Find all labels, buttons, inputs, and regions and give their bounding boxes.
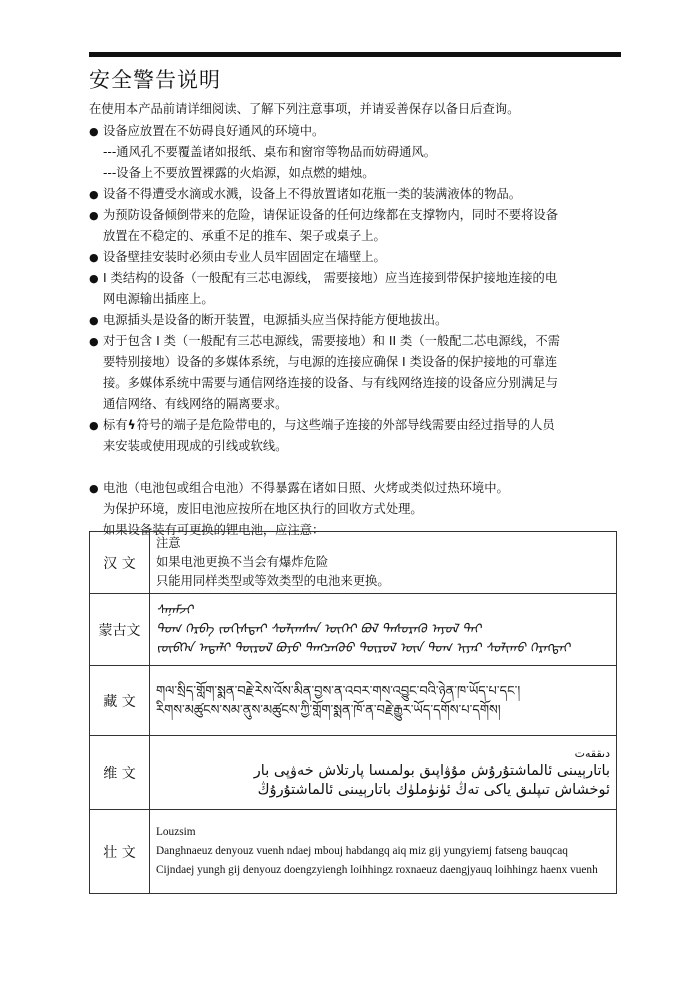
list-item-text: 电源插头是设备的断开装置，电源插头应当保持能方便地拔出。 <box>103 313 448 327</box>
sub-item: 如果设备装有可更换的锂电池，应注意： <box>103 523 325 537</box>
top-rule <box>89 52 621 57</box>
list-item-text: 为预防设备倾倒带来的危险，请保证设备的任何边缘都在支撑物内，同时不要将设备 <box>103 208 558 222</box>
page-title: 安全警告说明 <box>89 68 221 92</box>
list-item <box>89 121 624 142</box>
cell-line: ئوخشاش تىپلىق ياكى تەڭ ئۈنۈملۈك باتارېيىنى ئالماشتۇرۇڭ <box>257 781 610 798</box>
warning-cell <box>150 736 617 810</box>
list-item-text: 对于包含 I 类（一般配有三芯电源线，需要接地）和 II 类（一般配二芯电源线，不需 <box>103 334 560 348</box>
cell-line: 注意 <box>156 536 181 550</box>
cell-line: باتارېيىنى ئالماشتۇرۇش مۇۋاپىق بولمىسا پارتلاش خەۋپى بار <box>253 762 610 779</box>
sub-item: 为保护环境，废旧电池应按所在地区执行的回收方式处理。 <box>103 502 423 516</box>
list-item-text: 标有 <box>103 418 128 432</box>
language-label: 蒙古文 <box>90 594 150 666</box>
language-label: 壮 文 <box>90 810 150 894</box>
list-item <box>89 205 624 226</box>
list-item-text: 设备壁挂安装时必须由专业人员牢固固定在墙壁上。 <box>103 250 386 264</box>
cell-line: دىققەت <box>574 746 610 760</box>
cell-line: རིགས་མཚུངས་སམ་ནུས་མཚུངས་ཀྱི་གློག་སྨན་ཁོ་ན་བརྗེ་རྒྱུར་ཡོད་དགོས་པ་དགོས། <box>156 702 501 718</box>
cell-line: ᠵᠥᠪᠬᠡᠨ ᠠᠳᠠᠯᠢ ᠲᠥᠷᠥᠯ ᠪᠤᠶᠤ ᠲᠡᠩᠴᠡᠭᠦᠦ ᠲᠥᠷᠥᠯ ᠦᠨ ᠲᠣᠭ ᠢᠶᠠᠷ ᠰᠣᠯᠢᠬᠤ ᠬᠡᠷᠡᠭᠲᠡᠢ <box>156 641 570 656</box>
sub-item: 放置在不稳定的、承重不足的推车、架子或桌子上。 <box>103 229 386 243</box>
language-label: 维 文 <box>90 736 150 810</box>
cell-line: Danghnaeuz denyouz vuenh ndaej mbouj habdangq aiq miz gij yungyiemj fatseng bauqcaq <box>156 845 568 857</box>
sub-item: 网电源输出插座上。 <box>103 292 214 306</box>
cell-line: ᠰᠠᠨᠠᠮᠵᠢ <box>156 603 194 618</box>
sub-item: ---通风孔不要覆盖诸如报纸、桌布和窗帘等物品而妨碍通风。 <box>103 145 437 159</box>
list-item <box>89 331 624 352</box>
warning-list <box>89 121 624 541</box>
sub-item: 要特别接地）设备的多媒体系统，与电源的连接应确保 I 类设备的保护接地的可靠连 <box>103 355 558 369</box>
warning-cell <box>150 532 617 594</box>
table-row <box>90 594 617 666</box>
list-item <box>89 310 624 331</box>
cell-line: ᠲᠣᠭ ᠬᠡᠷᠪᠡ ᠵᠣᠬᠢᠰᠲᠠᠢ ᠰᠣᠯᠢᠭᠰᠠᠨ ᠦᠭᠡᠢ ᠪᠣᠯ ᠲᠡᠰᠦᠷᠡᠬᠦ ᠠᠶᠤᠯ ᠲᠠᠢ <box>156 622 481 637</box>
list-item-text: 符号的端子是危险带电的，与这些端子连接的外部导线需要由经过指导的人员 <box>136 418 555 432</box>
warning-cell <box>150 666 617 736</box>
table-row <box>90 810 617 894</box>
list-item-text: 电池（电池包或组合电池）不得暴露在诸如日照、火烤或类似过热环境中。 <box>103 481 509 495</box>
language-label: 藏 文 <box>90 666 150 736</box>
list-item <box>89 247 624 268</box>
list-item <box>89 478 624 499</box>
intro-text: 在使用本产品前请详细阅读、了解下列注意事项，并请妥善保存以备日后查询。 <box>89 102 520 116</box>
sub-item: 接。多媒体系统中需要与通信网络连接的设备、与有线网络连接的设备应分别满足与 <box>103 376 558 390</box>
list-item-text: 设备不得遭受水滴或水溅，设备上不得放置诸如花瓶一类的装满液体的物品。 <box>103 187 522 201</box>
high-voltage-icon: ϟ <box>127 418 136 432</box>
sub-item: 来安装或使用现成的引线或软线。 <box>103 439 288 453</box>
table-row <box>90 532 617 594</box>
cell-line: 只能用同样类型或等效类型的电池来更换。 <box>156 574 390 588</box>
sub-item: 通信网络、有线网络的隔离要求。 <box>103 397 288 411</box>
list-item <box>89 415 624 436</box>
list-item-text: I 类结构的设备（一般配有三芯电源线， 需要接地）应当连接到带保护接地连接的电 <box>103 271 558 285</box>
cell-line: Cijndaej yungh gij denyouz doengzyiengh loihhingz roxnaeuz daengjyauq loihhingz haenx vuenh <box>156 864 598 876</box>
cell-line: Louzsim <box>156 826 196 838</box>
cell-line: 如果电池更换不当会有爆炸危险 <box>156 555 329 569</box>
list-item <box>89 184 624 205</box>
battery-warning-table <box>89 531 617 894</box>
language-label: 汉 文 <box>90 532 150 594</box>
warning-cell <box>150 594 617 666</box>
table-row <box>90 736 617 810</box>
list-item <box>89 268 624 289</box>
table-row <box>90 666 617 736</box>
warning-cell <box>150 810 617 894</box>
cell-line: གལ་སྲིད་གློག་སྨན་བརྗེ་རེས་འོས་མིན་བྱས་ན་འབར་གས་འབྱུང་བའི་ཉེན་ཁ་ཡོད་པ་དང་། <box>156 683 521 699</box>
list-item-text: 设备应放置在不妨碍良好通风的环境中。 <box>103 124 325 138</box>
sub-item: ---设备上不要放置裸露的火焰源，如点燃的蜡烛。 <box>103 166 375 180</box>
